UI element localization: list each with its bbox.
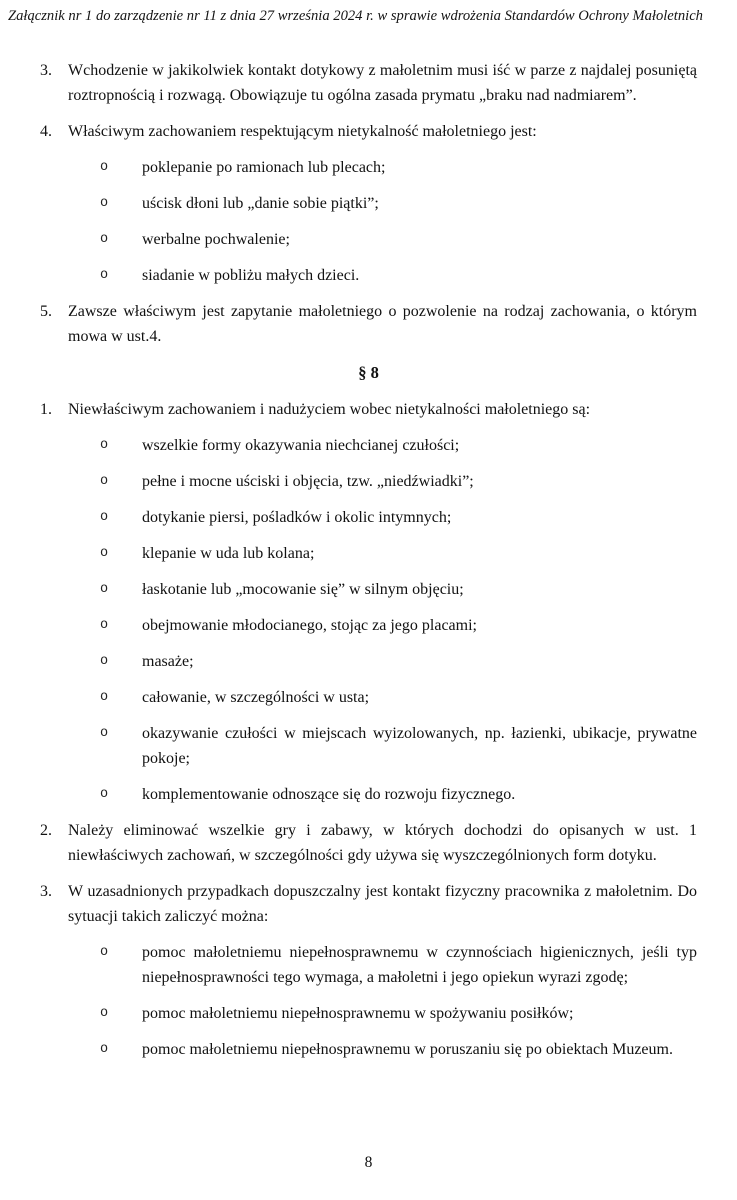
list-item — [100, 1037, 697, 1062]
list-item — [100, 577, 697, 602]
item-number: 5. — [40, 303, 52, 320]
list-item — [100, 505, 697, 530]
bullet-circle-icon: o — [100, 474, 109, 489]
list-item — [100, 227, 697, 252]
bullet-text: dotykanie piersi, pośladków i okolic intymnych; — [142, 509, 452, 526]
list-item — [100, 263, 697, 288]
numbered-item-5 — [40, 299, 697, 349]
bullet-text: siadanie w pobliżu małych dzieci. — [142, 267, 360, 284]
list-item — [100, 1001, 697, 1026]
bullet-circle-icon: o — [100, 945, 109, 960]
numbered-item-3 — [40, 58, 697, 108]
list-item — [100, 613, 697, 638]
bullet-circle-icon: o — [100, 1042, 109, 1057]
section-heading-paragraph-8: § 8 — [358, 363, 379, 382]
list-item — [100, 685, 697, 710]
bullet-text: poklepanie po ramionach lub plecach; — [142, 159, 386, 176]
bullet-text: wszelkie formy okazywania niechcianej czułości; — [142, 437, 460, 454]
list-item — [100, 649, 697, 674]
item-number: 1. — [40, 401, 52, 418]
bullet-circle-icon: o — [100, 726, 109, 741]
bullet-text: pełne i mocne uściski i objęcia, tzw. „niedźwiadki”; — [142, 473, 474, 490]
numbered-item-1 — [40, 397, 697, 422]
item-text: Właściwym zachowaniem respektującym nietykalność małoletniego jest: — [68, 123, 537, 140]
list-item — [100, 541, 697, 566]
bullet-circle-icon: o — [100, 232, 109, 247]
bullet-text: uścisk dłoni lub „danie sobie piątki”; — [142, 195, 379, 212]
item-number: 3. — [40, 62, 52, 79]
bullet-circle-icon: o — [100, 438, 109, 453]
bullet-text: całowanie, w szczególności w usta; — [142, 689, 370, 706]
bullet-text: klepanie w uda lub kolana; — [142, 545, 315, 562]
bullet-text: pomoc małoletniemu niepełnosprawnemu w spożywaniu posiłków; — [142, 1005, 574, 1022]
bullet-circle-icon: o — [100, 196, 109, 211]
bullet-circle-icon: o — [100, 1006, 109, 1021]
item-text: Należy eliminować wszelkie gry i zabawy, w których dochodzi do opisanych w ust. 1 niewłaściwych zachowań, w szczególności gdy używa się wyszczególnionych form dotyku. — [68, 822, 697, 864]
document-header-line: Załącznik nr 1 do zarządzenie nr 11 z dnia 27 września 2024 r. w sprawie wdrożenia Standardów Ochrony Małoletnich — [8, 8, 703, 24]
numbered-item-4 — [40, 119, 697, 144]
bullet-text: komplementowanie odnoszące się do rozwoju fizycznego. — [142, 786, 516, 803]
bullet-circle-icon: o — [100, 546, 109, 561]
bullet-circle-icon: o — [100, 510, 109, 525]
list-item — [100, 155, 697, 180]
list-item — [100, 469, 697, 494]
bullet-text: masaże; — [142, 653, 194, 670]
list-item — [100, 940, 697, 990]
list-item — [100, 721, 697, 771]
item-text: Niewłaściwym zachowaniem i nadużyciem wobec nietykalności małoletniego są: — [68, 401, 591, 418]
bullet-text: pomoc małoletniemu niepełnosprawnemu w czynnościach higienicznych, jeśli typ niepełnosprawności tego wymaga, a małoletni i jego opiekun wyrazi zgodę; — [142, 944, 697, 986]
list-item — [100, 191, 697, 216]
item-number: 2. — [40, 822, 52, 839]
bullet-circle-icon: o — [100, 654, 109, 669]
bullet-text: pomoc małoletniemu niepełnosprawnemu w poruszaniu się po obiektach Muzeum. — [142, 1041, 673, 1058]
bullet-text: okazywanie czułości w miejscach wyizolowanych, np. łazienki, ubikacje, prywatne pokoje; — [142, 725, 697, 767]
bullet-circle-icon: o — [100, 787, 109, 802]
numbered-item-2 — [40, 818, 697, 868]
bullet-circle-icon: o — [100, 690, 109, 705]
item-number: 3. — [40, 883, 52, 900]
bullet-text: obejmowanie młodocianego, stojąc za jego placami; — [142, 617, 477, 634]
list-item — [100, 782, 697, 807]
bullet-circle-icon: o — [100, 582, 109, 597]
bullet-circle-icon: o — [100, 160, 109, 175]
document-body — [40, 58, 697, 1062]
item-text: Wchodzenie w jakikolwiek kontakt dotykowy z małoletnim musi iść w parze z najdalej posuniętą roztropnością i rozwagą. Obowiązuje tu ogólna zasada prymatu „braku nad nadmiarem”. — [68, 62, 697, 104]
item-text: W uzasadnionych przypadkach dopuszczalny jest kontakt fizyczny pracownika z małoletnim. Do sytuacji takich zaliczyć można: — [68, 883, 697, 925]
bullet-circle-icon: o — [100, 618, 109, 633]
bullet-text: łaskotanie lub „mocowanie się” w silnym objęciu; — [142, 581, 464, 598]
numbered-item-3b — [40, 879, 697, 929]
item-text: Zawsze właściwym jest zapytanie małoletniego o pozwolenie na rodzaj zachowania, o którym mowa w ust.4. — [68, 303, 697, 345]
page-number: 8 — [364, 1154, 373, 1171]
bullet-text: werbalne pochwalenie; — [142, 231, 290, 248]
bullet-circle-icon: o — [100, 268, 109, 283]
item-number: 4. — [40, 123, 52, 140]
list-item — [100, 433, 697, 458]
